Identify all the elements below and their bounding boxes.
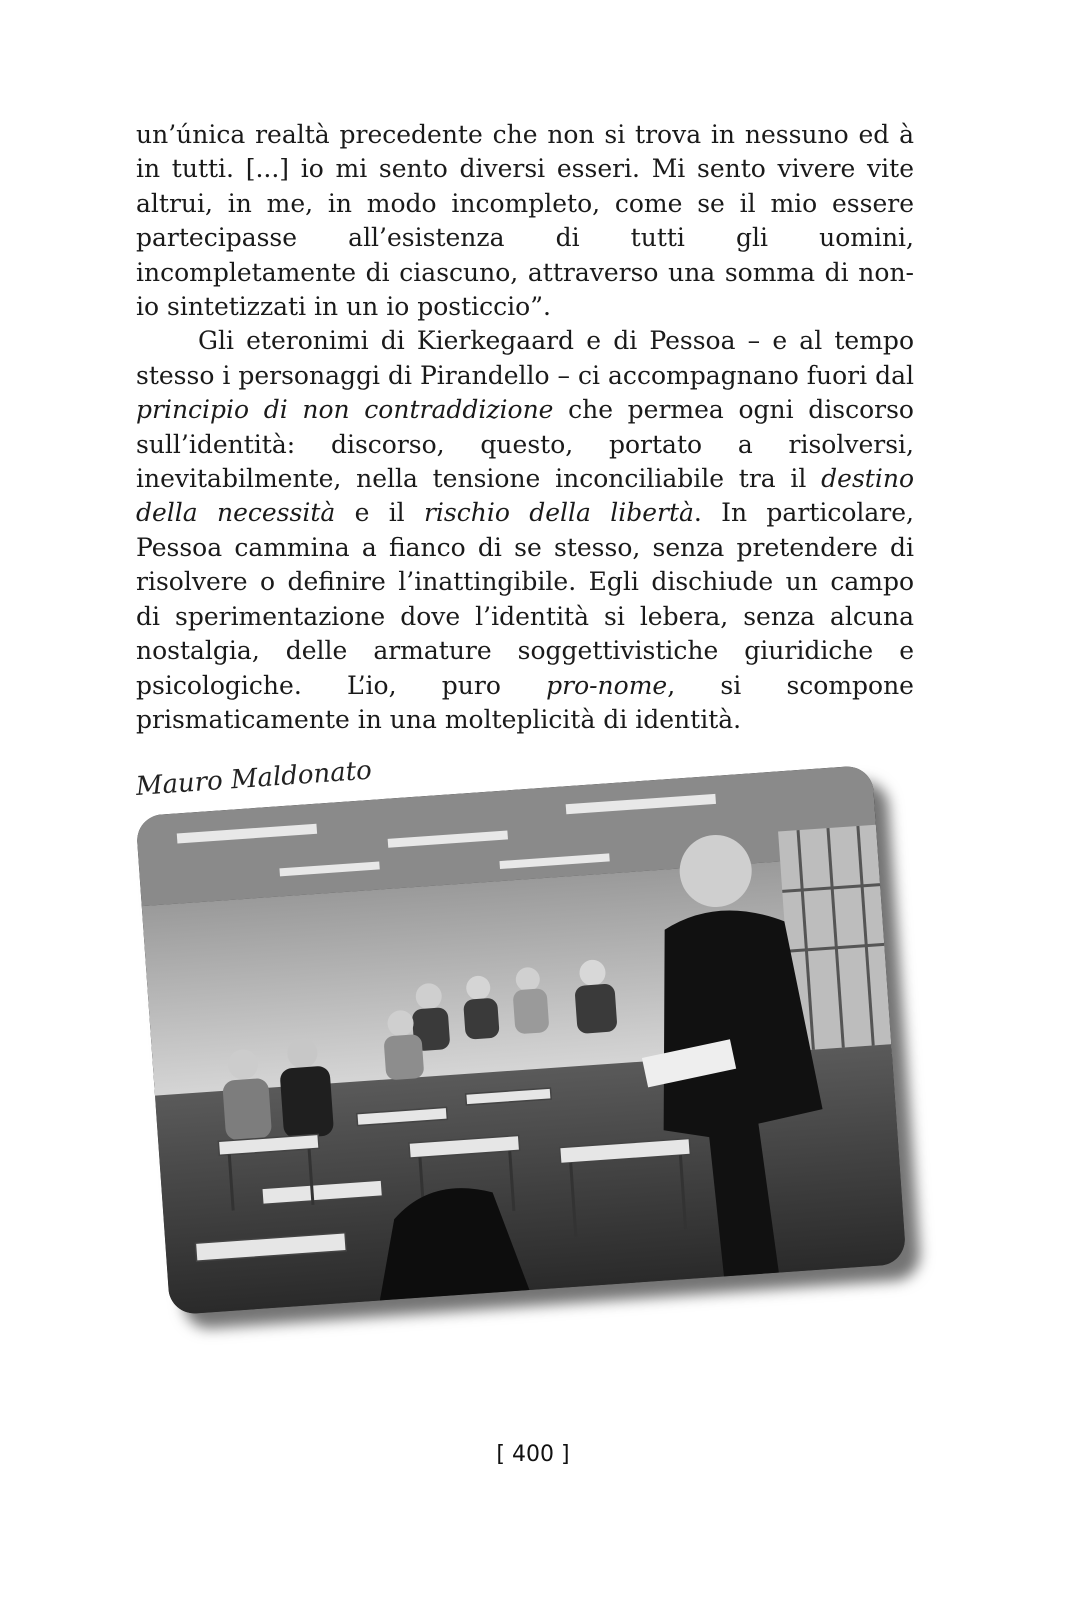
- text-run: che permea ogni discorso sull’identità: discorso, questo, portato a risolversi, inevitabilmente, nella tensione inconciliabile tra il: [136, 395, 914, 494]
- page-number: [ 400 ]: [496, 1442, 570, 1467]
- paragraph-quote-end: un’única realtà precedente che non si trova in nessuno ed à in tutti. [...] io mi sento diversi esseri. Mi sento vivere vite altrui, in me, in modo incompleto, come se il mio essere partecipasse all’esistenza di tutti gli uomini, incompletamente di ciascuno, attraverso una somma di non-io sintetizzati in un io posticcio”.: [136, 120, 914, 322]
- body-text: [136, 118, 914, 737]
- classroom-photo: [135, 765, 906, 1315]
- italic-phrase: pro-nome: [546, 670, 668, 700]
- text-run: . In particolare, Pessoa cammina a fianco di se stesso, senza pretendere di risolvere o definire l’inattingibile. Egli dischiude un campo di sperimentazione dove l’identità si lebera, senza alcuna nostalgia, delle armature soggettivistiche giuridiche e psicologiche. L’io, puro: [136, 498, 914, 700]
- photo-caption: Mauro Maldonato: [134, 755, 373, 802]
- classroom-photo-illustration: [135, 765, 906, 1315]
- text-run: , si scompone prismaticamente in una molteplicità di identità.: [136, 670, 914, 734]
- text-run: Gli eteronimi di Kierkegaard e di Pessoa – e al tempo stesso i personaggi di Pirandello – ci accompagnano fuori dal: [136, 326, 914, 390]
- text-run: e il: [335, 498, 424, 528]
- italic-phrase: principio di non contraddizione: [136, 395, 554, 425]
- paragraph-eteronimi: [136, 324, 914, 737]
- italic-phrase: rischio della libertà: [423, 498, 694, 528]
- italic-phrase: destino della necessità: [136, 464, 914, 528]
